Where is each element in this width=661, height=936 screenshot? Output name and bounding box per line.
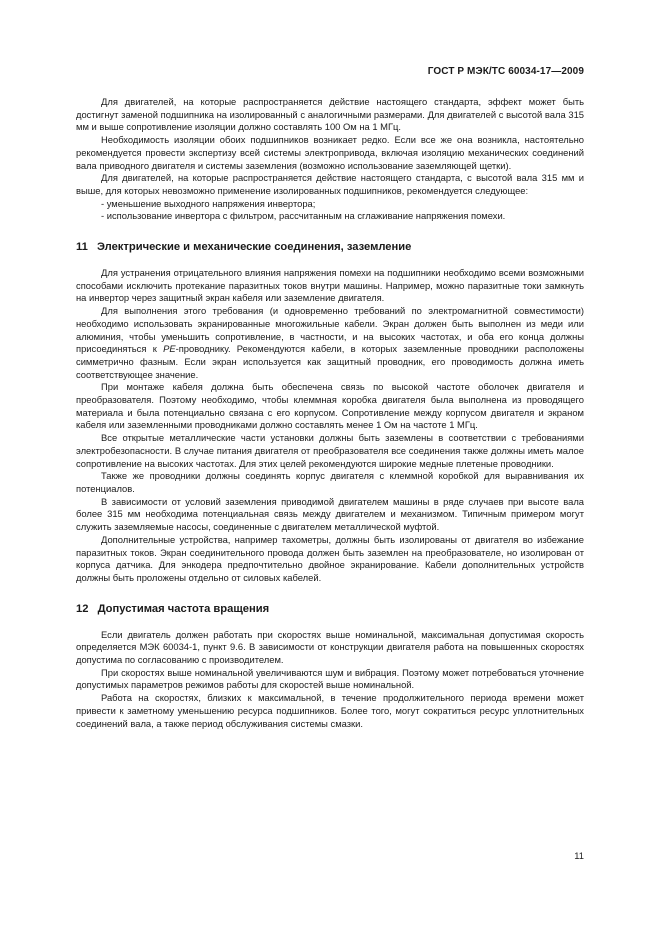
paragraph: Если двигатель должен работать при скоростях выше номинальной, максимальная допустимая скорость определяется МЭК 60034-1, пункт 9.6. В зависимости от конструкции двигателя работа на повышенных скоростях допустима по согласованию с производителем.	[76, 628, 584, 666]
paragraph: Работа на скоростях, близких к максимальной, в течение продолжительного периода времени может привести к заметному уменьшению ресурса подшипников. Более того, могут сократиться ресурс уплотнительных соединений вала, а также период обслуживания системы смазки.	[76, 692, 584, 729]
text-fragment: Для выполнения этого требования (и одновременно требований по электромагнитной совместимости) необходимо использовать экранированные многожильные кабели. Экран должен быть выполнен из меди или алюминия, чтобы уменьшить сопротивление, в частности, и на высоких частотах, и оба его конца должны присоединяться к	[76, 305, 584, 355]
paragraph: Необходимость изоляции обоих подшипников возникает редко. Если все же она возникла, настоятельно рекомендуется провести экспертизу всей системы электропривода, включая изоляцию механических соединений вала приводного двигателя и системы заземления (возможно использование заземляющей щетки).	[76, 134, 584, 171]
text-fragment: -проводнику. Рекомендуются кабели, в которых заземленные проводники расположены симметрично фазным. Если экран используется как защитный проводник, его проводимость должна иметь соответствующее значение.	[76, 343, 584, 380]
list-item: - использование инвертора с фильтром, рассчитанным на сглаживание напряжения помехи.	[101, 210, 506, 222]
paragraph: В зависимости от условий заземления приводимой двигателем машины в ряде случаев при высоте вала более 315 мм необходима потенциальная связь между двигателем и механизмом. Типичным примером могут служить заземляемые насосы, соединенные с двигателем металлической муфтой.	[76, 495, 584, 533]
paragraph: При скоростях выше номинальной увеличиваются шум и вибрация. Поэтому может потребоваться уточнение допустимых параметров режимов работы для скоростей выше номинальной.	[76, 666, 584, 691]
paragraph: Для двигателей, на которые распространяется действие настоящего стандарта, с высотой вала 315 мм и выше, для которых невозможно применение изолированных подшипников, рекомендуется следующее:	[76, 172, 584, 196]
section-title: Допустимая частота вращения	[97, 602, 270, 615]
section-title: Электрические и механические соединения, заземление	[96, 241, 412, 254]
section-heading	[76, 241, 584, 253]
page-number: 11	[574, 850, 584, 861]
recommendation-list	[76, 198, 584, 223]
paragraph: Для устранения отрицательного влияния напряжения помехи на подшипники необходимо всеми возможными способами исключить протекание паразитных токов внутри машины. Например, можно паразитные токи замкнуть на инвертор через защитный экран кабеля или заземление двигателя.	[76, 267, 584, 304]
paragraph: Также же проводники должны соединять корпус двигателя с клеммной коробкой для выравнивания их потенциалов.	[76, 470, 584, 494]
paragraph: При монтаже кабеля должна быть обеспечена связь по высокой частоте оболочек двигателя и преобразователя. Поэтому необходимо, чтобы клеммная коробка двигателя была выполнена из проводящего материала и была потенциально связана с его корпусом. Сопротивление между корпусом двигателя и экраном кабеля или заземленными проводниками должно составлять менее 1 Ом на частоте 1 МГц.	[76, 381, 584, 431]
document-header: ГОСТ Р МЭК/ТС 60034-17—2009	[427, 66, 584, 77]
section-heading	[76, 603, 584, 615]
list-item: - уменьшение выходного напряжения инвертора;	[101, 197, 316, 209]
paragraph: Все открытые металлические части установки должны быть заземлены в соответствии с требованиями электробезопасности. В случае питания двигателя от преобразователя все соединения также должны иметь малое сопротивление на высоких частотах. Для этих целей рекомендуются широкие медные плетеные проводники.	[76, 432, 584, 469]
document-body	[76, 96, 584, 730]
section-number: 12	[76, 602, 89, 615]
paragraph	[76, 305, 584, 381]
paragraph: Дополнительные устройства, например тахометры, должны быть изолированы от двигателя во избежание паразитных токов. Экран соединительного провода должен быть заземлен на преобразователе, но изолирован от корпуса датчика. Для энкодера предпочтительно двойное экранирование. Кабели дополнительных устройств должны быть проложены отдельно от силовых кабелей.	[76, 533, 584, 583]
pe-term: PE	[163, 343, 176, 355]
section-number: 11	[76, 241, 88, 254]
paragraph: Для двигателей, на которые распространяется действие настоящего стандарта, эффект может быть достигнут заменой подшипника на изолированный с аналогичными размерами. Для двигателей с высотой вала 315 мм и выше сопротивление изоляции должно составлять 100 Ом на 1 МГц.	[76, 96, 584, 133]
